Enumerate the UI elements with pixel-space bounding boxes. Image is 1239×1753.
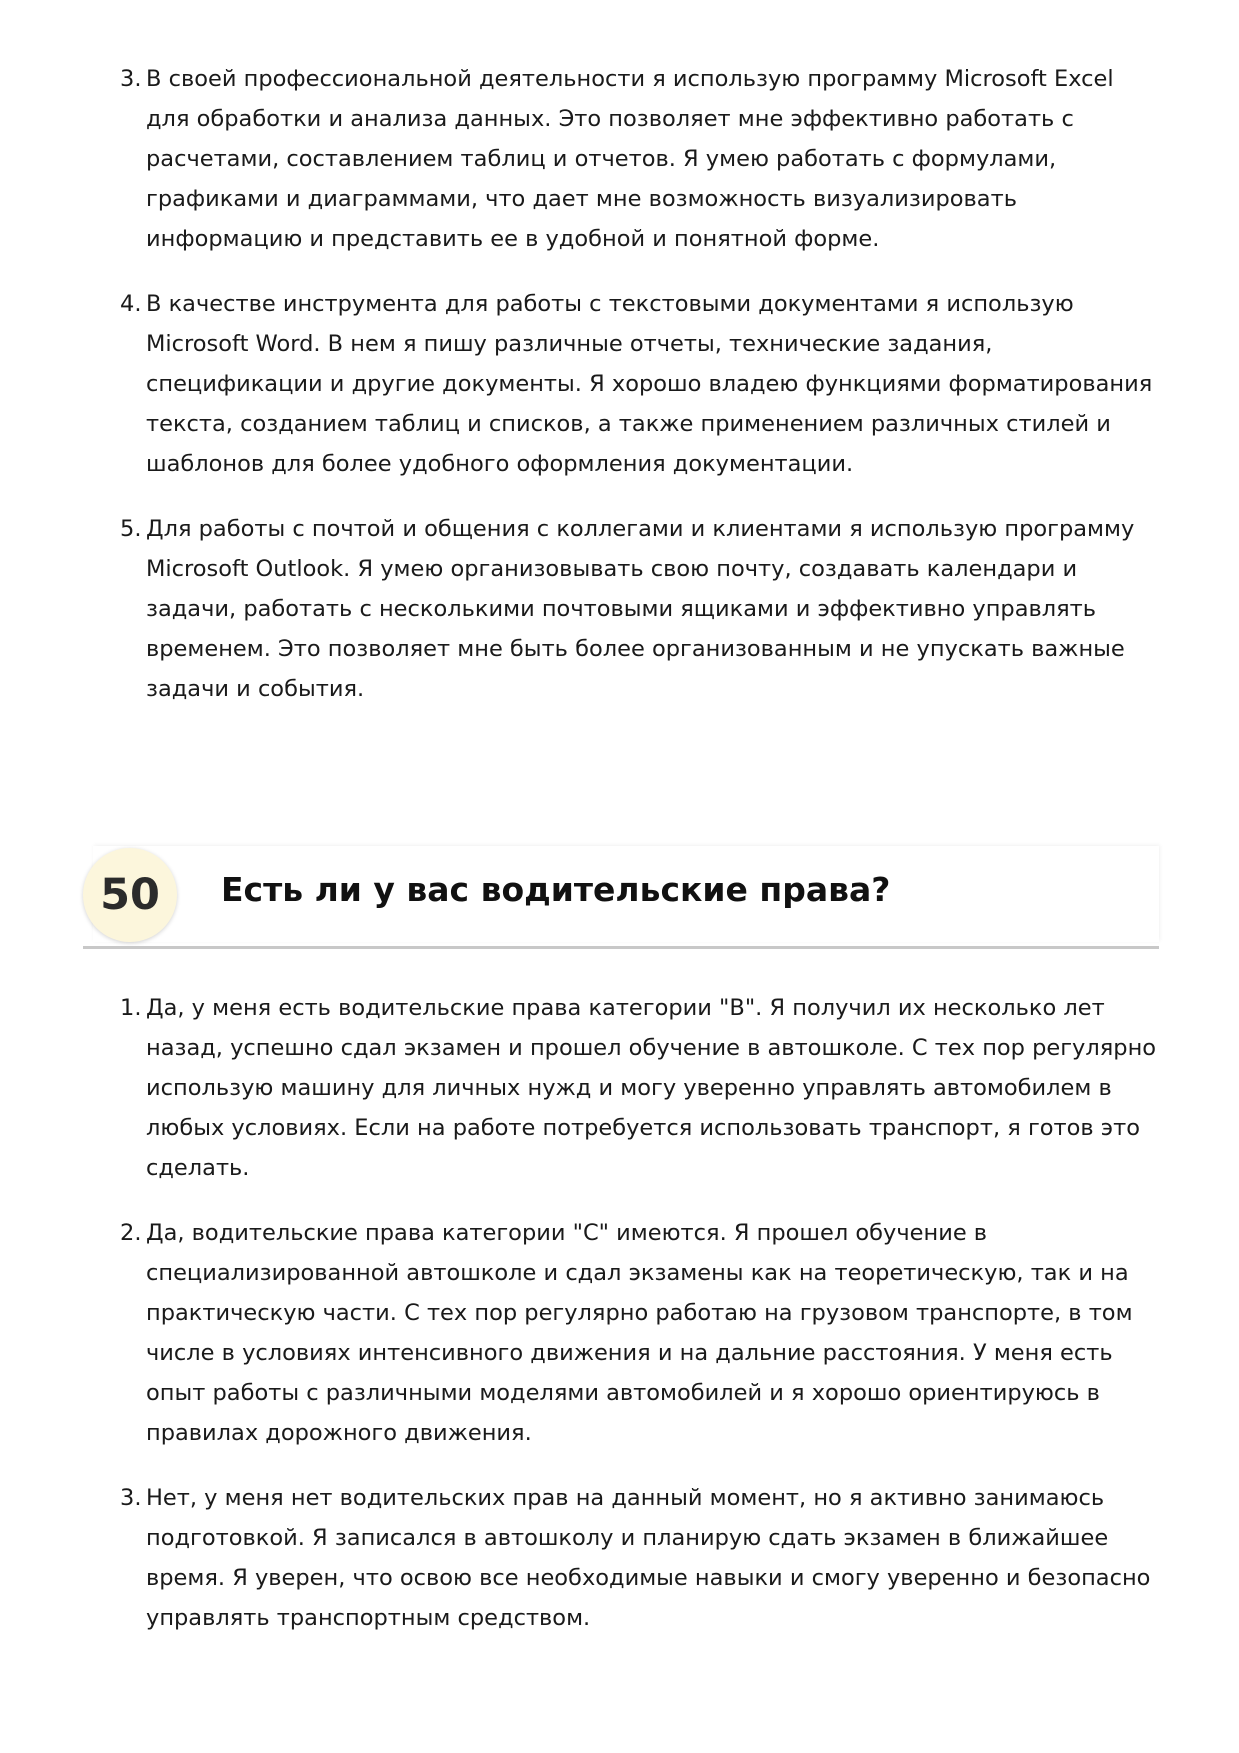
- list-item-number: 4.: [120, 291, 142, 317]
- list-item-number: 1.: [120, 995, 142, 1021]
- list-item: [120, 509, 1160, 709]
- list-item-text: Для работы с почтой и общения с коллегами и клиентами я использую программу Microsoft Outlook. Я умею организовывать свою почту, создавать календари и задачи, работать с несколькими почтовыми ящиками и эффективно управлять временем. Это позволяет мне быть более организованным и не упускать важные задачи и события.: [146, 516, 1135, 702]
- list-item: [120, 1478, 1160, 1638]
- list-item-text: В своей профессиональной деятельности я использую программу Microsoft Excel для обработки и анализа данных. Это позволяет мне эффективно работать с расчетами, составлением таблиц и отчетов. Я умею работать с формулами, графиками и диаграммами, что дает мне возможность визуализировать информацию и представить ее в удобной и понятной форме.: [146, 66, 1114, 252]
- list-item-text: В качестве инструмента для работы с текстовыми документами я использую Microsoft Word. В нем я пишу различные отчеты, технические задания, спецификации и другие документы. Я хорошо владею функциями форматирования текста, созданием таблиц и списков, а также применением различных стилей и шаблонов для более удобного оформления документации.: [146, 291, 1153, 477]
- list-item-number: 5.: [120, 516, 142, 542]
- list-item-number: 3.: [120, 66, 142, 92]
- list-item: [120, 59, 1160, 259]
- list-item: [120, 988, 1160, 1188]
- list-item-number: 2.: [120, 1220, 142, 1246]
- question-header: [83, 846, 1159, 952]
- list-item-text: Да, водительские права категории "C" имеются. Я прошел обучение в специализированной автошколе и сдал экзамены как на теоретическую, так и на практическую части. С тех пор регулярно работаю на грузовом транспорте, в том числе в условиях интенсивного движения и на дальние расстояния. У меня есть опыт работы с различными моделями автомобилей и я хорошо ориентируюсь в правилах дорожного движения.: [146, 1220, 1133, 1446]
- list-item-number: 3.: [120, 1485, 142, 1511]
- question-divider: [83, 946, 1159, 949]
- answers-list: [120, 988, 1160, 1663]
- list-item-text: Нет, у меня нет водительских прав на данный момент, но я активно занимаюсь подготовкой. Я записался в автошколу и планирую сдать экзамен в ближайшее время. Я уверен, что освою все необходимые навыки и смогу уверенно и безопасно управлять транспортным средством.: [146, 1485, 1151, 1631]
- list-item-text: Да, у меня есть водительские права категории "B". Я получил их несколько лет назад, успешно сдал экзамен и прошел обучение в автошколе. С тех пор регулярно использую машину для личных нужд и могу уверенно управлять автомобилем в любых условиях. Если на работе потребуется использовать транспорт, я готов это сделать.: [146, 995, 1157, 1181]
- question-title: Есть ли у вас водительские права?: [221, 870, 891, 909]
- list-item: [120, 1213, 1160, 1453]
- list-item: [120, 284, 1160, 484]
- question-number-badge: 50: [83, 848, 177, 942]
- previous-answers-list: [120, 59, 1160, 734]
